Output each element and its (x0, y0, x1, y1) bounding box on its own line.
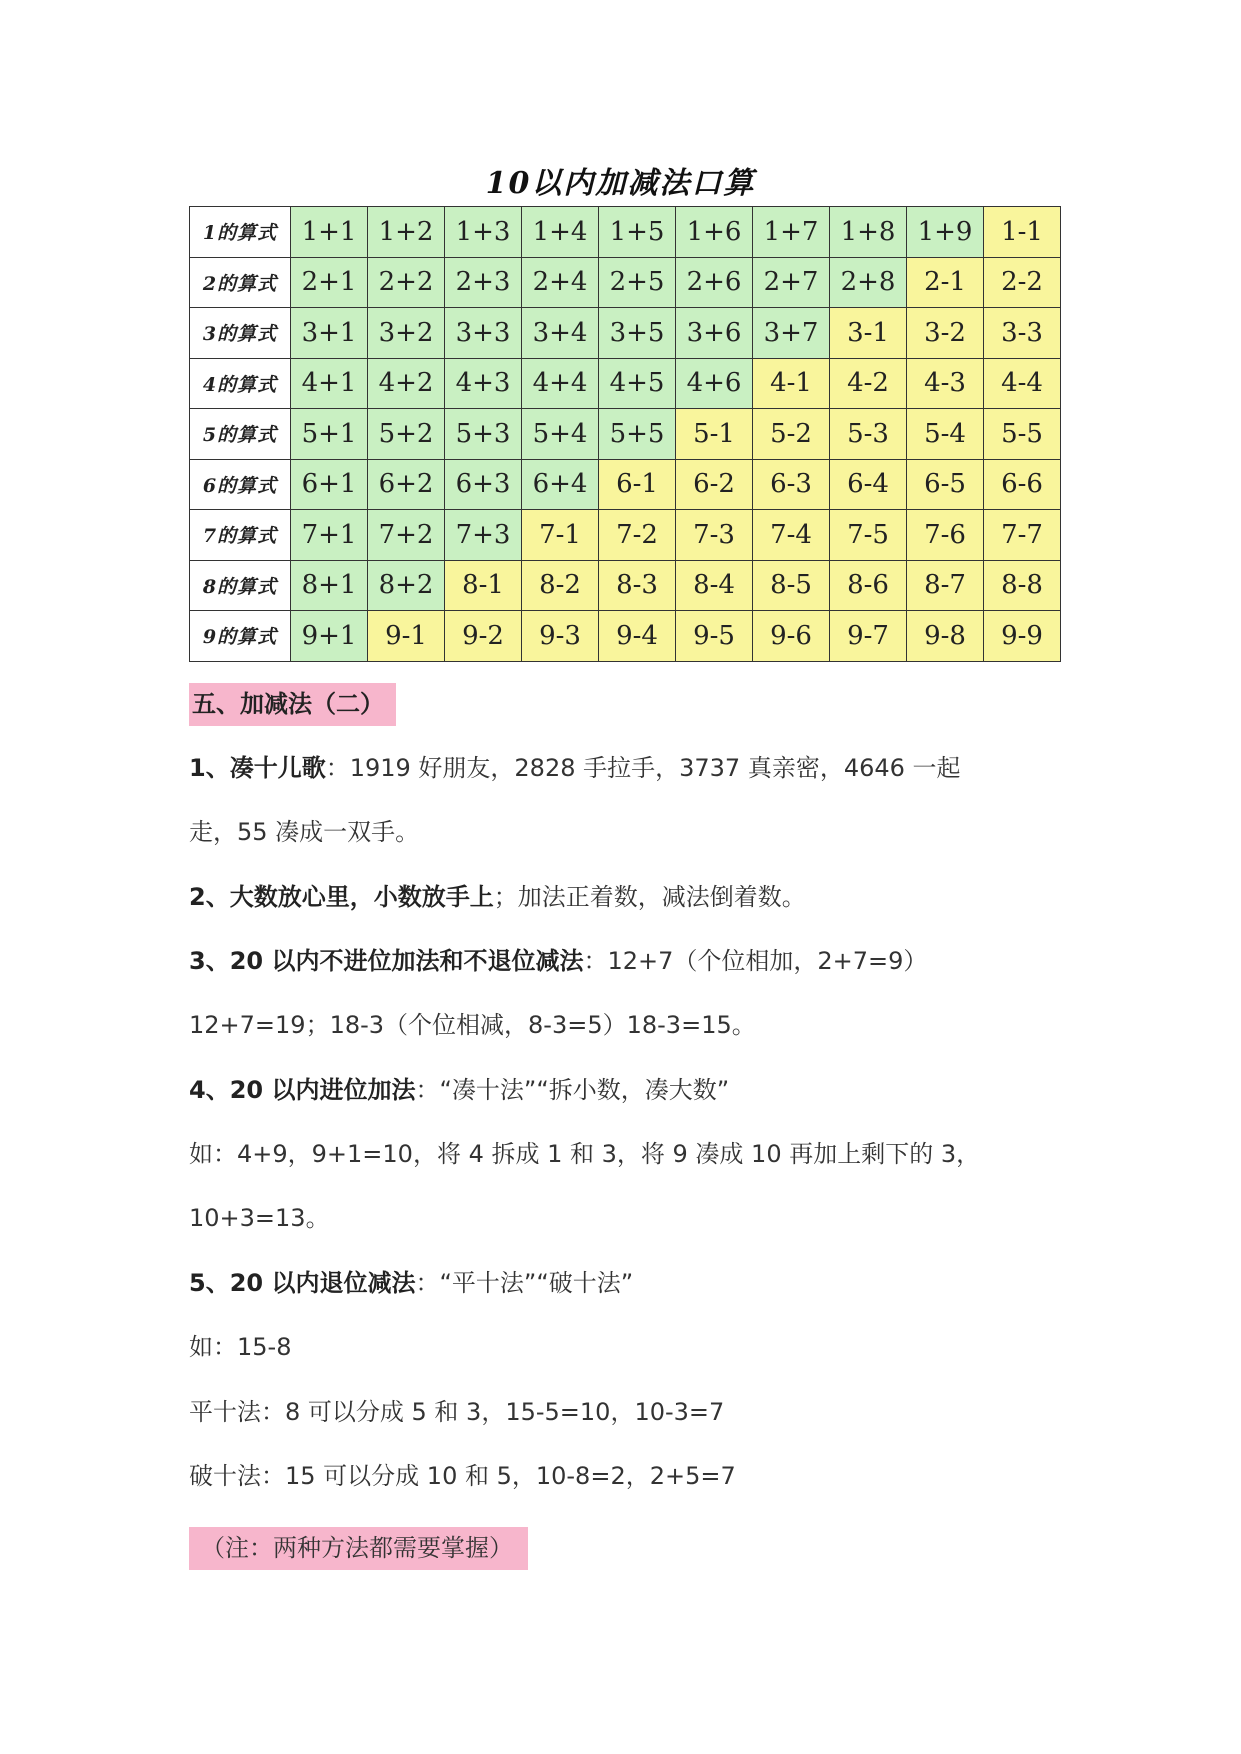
addition-cell: 1+9 (907, 207, 984, 258)
subtraction-cell: 8-7 (907, 560, 984, 611)
subtraction-cell: 3-1 (830, 308, 907, 359)
item-5-method-2: 破十法：15 可以分成 10 和 5，10-8=2，2+5=7 (189, 1462, 736, 1490)
addition-cell: 7+2 (368, 510, 445, 561)
subtraction-cell: 8-4 (676, 560, 753, 611)
addition-cell: 8+2 (368, 560, 445, 611)
table-row (190, 611, 1061, 662)
subtraction-cell: 8-6 (830, 560, 907, 611)
subtraction-cell: 6-5 (907, 459, 984, 510)
subtraction-cell: 9-2 (445, 611, 522, 662)
addition-cell: 3+1 (291, 308, 368, 359)
row-label: 8的算式 (190, 560, 291, 611)
subtraction-cell: 4-3 (907, 358, 984, 409)
table-row (190, 257, 1061, 308)
subtraction-cell: 5-5 (984, 409, 1061, 460)
item-1-title: 1、凑十儿歌 (189, 754, 326, 782)
row-label: 2的算式 (190, 257, 291, 308)
subtraction-cell: 3-3 (984, 308, 1061, 359)
subtraction-cell: 5-2 (753, 409, 830, 460)
addition-cell: 5+3 (445, 409, 522, 460)
table-row (190, 560, 1061, 611)
addition-cell: 2+1 (291, 257, 368, 308)
table-title: 10以内加减法口算 (485, 166, 756, 201)
addition-cell: 3+3 (445, 308, 522, 359)
addition-cell: 2+2 (368, 257, 445, 308)
addition-cell: 2+4 (522, 257, 599, 308)
addition-cell: 1+3 (445, 207, 522, 258)
subtraction-cell: 9-8 (907, 611, 984, 662)
subtraction-cell: 5-3 (830, 409, 907, 460)
table-row (190, 207, 1061, 258)
table-row (190, 308, 1061, 359)
subtraction-cell: 6-1 (599, 459, 676, 510)
addition-cell: 3+5 (599, 308, 676, 359)
row-label: 3的算式 (190, 308, 291, 359)
addition-cell: 5+4 (522, 409, 599, 460)
item-3-line-1 (189, 941, 927, 976)
item-1-line-2: 走，55 凑成一双手。 (189, 818, 420, 846)
item-3-title: 3、20 以内不进位加法和不退位减法 (189, 947, 584, 975)
addition-cell: 7+3 (445, 510, 522, 561)
addition-cell: 3+2 (368, 308, 445, 359)
addition-cell: 3+4 (522, 308, 599, 359)
section-heading: 五、加减法（二） (189, 683, 396, 726)
subtraction-cell: 3-2 (907, 308, 984, 359)
row-label: 4的算式 (190, 358, 291, 409)
subtraction-cell: 4-1 (753, 358, 830, 409)
subtraction-cell: 9-6 (753, 611, 830, 662)
addition-cell: 2+3 (445, 257, 522, 308)
addition-cell: 1+8 (830, 207, 907, 258)
subtraction-cell: 6-6 (984, 459, 1061, 510)
table-row (190, 409, 1061, 460)
subtraction-cell: 7-7 (984, 510, 1061, 561)
subtraction-cell: 8-2 (522, 560, 599, 611)
row-label: 6的算式 (190, 459, 291, 510)
addition-cell: 9+1 (291, 611, 368, 662)
item-3-text: ：12+7（个位相加，2+7=9） (583, 947, 928, 975)
item-4 (189, 1070, 729, 1105)
subtraction-cell: 5-1 (676, 409, 753, 460)
item-5-text: ：“平十法”“破十法” (415, 1269, 634, 1297)
subtraction-cell: 1-1 (984, 207, 1061, 258)
addition-cell: 2+5 (599, 257, 676, 308)
subtraction-cell: 7-5 (830, 510, 907, 561)
subtraction-cell: 7-4 (753, 510, 830, 561)
subtraction-cell: 4-4 (984, 358, 1061, 409)
subtraction-cell: 8-3 (599, 560, 676, 611)
addition-cell: 2+6 (676, 257, 753, 308)
addition-cell: 6+2 (368, 459, 445, 510)
addition-cell: 6+4 (522, 459, 599, 510)
addition-cell: 5+1 (291, 409, 368, 460)
subtraction-cell: 5-4 (907, 409, 984, 460)
table-row (190, 459, 1061, 510)
addition-cell: 3+6 (676, 308, 753, 359)
subtraction-cell: 9-4 (599, 611, 676, 662)
addition-cell: 7+1 (291, 510, 368, 561)
addition-cell: 3+7 (753, 308, 830, 359)
addition-cell: 4+3 (445, 358, 522, 409)
item-4-text: ：“凑十法”“拆小数，凑大数” (415, 1076, 730, 1104)
item-3-line-2: 12+7=19；18-3（个位相减，8-3=5）18-3=15。 (189, 1011, 756, 1039)
table-row (190, 510, 1061, 561)
subtraction-cell: 7-2 (599, 510, 676, 561)
item-4-title: 4、20 以内进位加法 (189, 1076, 416, 1104)
item-5-method-1: 平十法：8 可以分成 5 和 3，15-5=10，10-3=7 (189, 1398, 725, 1426)
subtraction-cell: 9-1 (368, 611, 445, 662)
addition-cell: 1+2 (368, 207, 445, 258)
item-4-example-1: 如：4+9，9+1=10，将 4 拆成 1 和 3，将 9 凑成 10 再加上剩下的 3， (189, 1140, 981, 1168)
item-2-title: 2、大数放心里，小数放手上 (189, 883, 494, 911)
addition-cell: 2+7 (753, 257, 830, 308)
addition-cell: 4+4 (522, 358, 599, 409)
row-label: 7的算式 (190, 510, 291, 561)
addition-cell: 1+6 (676, 207, 753, 258)
item-4-example-2: 10+3=13。 (189, 1204, 330, 1232)
item-5-example: 如：15-8 (189, 1333, 292, 1361)
subtraction-cell: 2-2 (984, 257, 1061, 308)
subtraction-cell: 8-5 (753, 560, 830, 611)
subtraction-cell: 4-2 (830, 358, 907, 409)
addition-cell: 4+6 (676, 358, 753, 409)
subtraction-cell: 8-1 (445, 560, 522, 611)
item-5-title: 5、20 以内退位减法 (189, 1269, 416, 1297)
row-label: 5的算式 (190, 409, 291, 460)
subtraction-cell: 6-3 (753, 459, 830, 510)
subtraction-cell: 9-9 (984, 611, 1061, 662)
addition-cell: 5+2 (368, 409, 445, 460)
addition-cell: 4+1 (291, 358, 368, 409)
item-2-text: ；加法正着数，减法倒着数。 (493, 883, 806, 911)
addition-cell: 4+5 (599, 358, 676, 409)
addition-cell: 1+4 (522, 207, 599, 258)
item-5 (189, 1263, 633, 1298)
subtraction-cell: 6-2 (676, 459, 753, 510)
subtraction-cell: 7-1 (522, 510, 599, 561)
subtraction-cell: 7-6 (907, 510, 984, 561)
subtraction-cell: 9-7 (830, 611, 907, 662)
row-label: 9的算式 (190, 611, 291, 662)
subtraction-cell: 8-8 (984, 560, 1061, 611)
addition-cell: 4+2 (368, 358, 445, 409)
subtraction-cell: 2-1 (907, 257, 984, 308)
addition-cell: 5+5 (599, 409, 676, 460)
addition-cell: 1+5 (599, 207, 676, 258)
subtraction-cell: 7-3 (676, 510, 753, 561)
item-1-text: ：1919 好朋友，2828 手拉手，3737 真亲密，4646 一起 (325, 754, 961, 782)
item-1-line-1 (189, 748, 961, 783)
addition-cell: 8+1 (291, 560, 368, 611)
addition-cell: 6+3 (445, 459, 522, 510)
note: （注：两种方法都需要掌握） (189, 1527, 528, 1570)
subtraction-cell: 9-5 (676, 611, 753, 662)
item-2 (189, 877, 806, 912)
addition-cell: 1+1 (291, 207, 368, 258)
subtraction-cell: 9-3 (522, 611, 599, 662)
subtraction-cell: 6-4 (830, 459, 907, 510)
arithmetic-table (189, 206, 1061, 662)
addition-cell: 1+7 (753, 207, 830, 258)
addition-cell: 2+8 (830, 257, 907, 308)
addition-cell: 6+1 (291, 459, 368, 510)
row-label: 1的算式 (190, 207, 291, 258)
table-row (190, 358, 1061, 409)
